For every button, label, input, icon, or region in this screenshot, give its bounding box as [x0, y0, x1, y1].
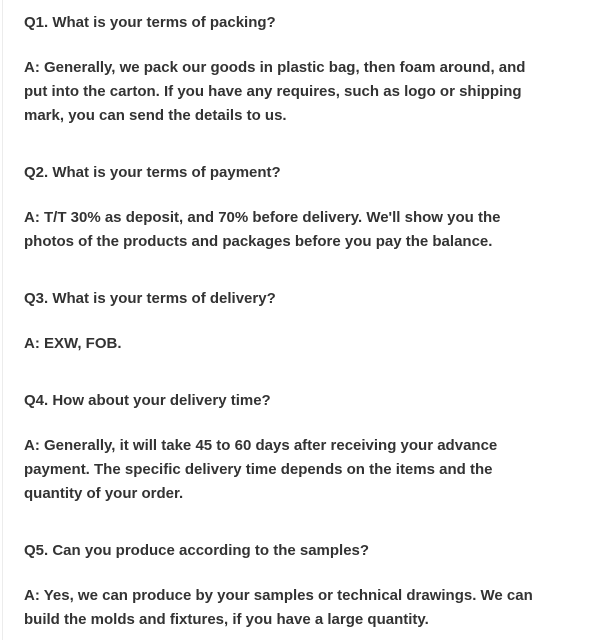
faq-answer	[24, 56, 581, 128]
faq-answer	[24, 206, 581, 254]
faq-question: Q3. What is your terms of delivery?	[24, 290, 276, 307]
faq-question: Q1. What is your terms of packing?	[24, 14, 276, 31]
faq-item	[24, 389, 581, 506]
faq-answer-line: A: Yes, we can produce by your samples or technical drawings. We can	[24, 587, 533, 604]
faq-question: Q5. Can you produce according to the samples?	[24, 542, 370, 559]
faq-answer-line: mark, you can send the details to us.	[24, 107, 287, 124]
faq-item	[24, 539, 581, 632]
left-edge-divider	[2, 0, 3, 640]
faq-answer	[24, 434, 581, 506]
faq-answer-line: quantity of your order.	[24, 485, 184, 502]
faq-item	[24, 287, 581, 356]
faq-answer-line: photos of the products and packages before you pay the balance.	[24, 233, 493, 250]
faq-question: Q2. What is your terms of payment?	[24, 164, 281, 181]
faq-answer-line: payment. The specific delivery time depends on the items and the	[24, 461, 493, 478]
faq-item	[24, 11, 581, 128]
faq-answer-line: A: Generally, it will take 45 to 60 days after receiving your advance	[24, 437, 498, 454]
faq-answer-line: put into the carton. If you have any requires, such as logo or shipping	[24, 83, 522, 100]
faq-question: Q4. How about your delivery time?	[24, 392, 271, 409]
faq-answer-line: build the molds and fixtures, if you have a large quantity.	[24, 611, 429, 628]
faq-answer-line: A: Generally, we pack our goods in plastic bag, then foam around, and	[24, 59, 526, 76]
faq-answer-line: A: EXW, FOB.	[24, 335, 122, 352]
faq-item	[24, 161, 581, 254]
faq-answer	[24, 332, 581, 356]
faq-answer	[24, 584, 581, 632]
faq-answer-line: A: T/T 30% as deposit, and 70% before delivery. We'll show you the	[24, 209, 501, 226]
